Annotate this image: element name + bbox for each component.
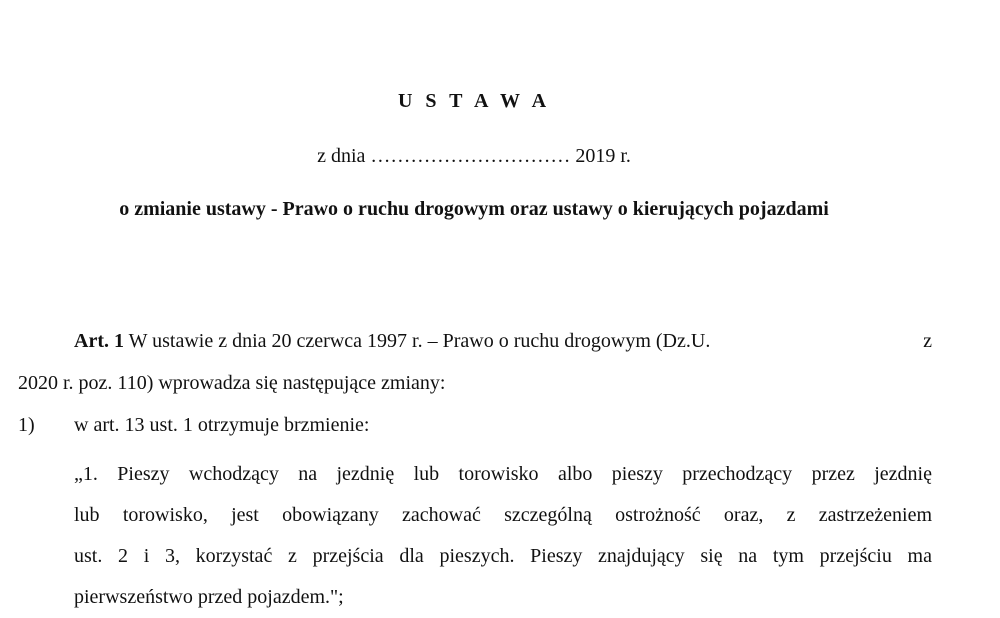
article-line1-end: z: [923, 330, 932, 352]
article-first-line: [74, 330, 932, 353]
quote-line: pierwszeństwo przed pojazdem.";: [74, 586, 344, 608]
point-number: 1): [18, 414, 35, 436]
point-text: w art. 13 ust. 1 otrzymuje brzmienie:: [74, 414, 370, 436]
quote-line: ust. 2 i 3, korzystać z przejścia dla pieszych. Pieszy znajdujący się na tym przejściu ma: [74, 545, 932, 567]
quoted-provision: [74, 454, 932, 618]
document-title: U S T A W A: [397, 90, 551, 112]
document-subject: o zmianie ustawy - Prawo o ruchu drogowym oraz ustawy o kierujących pojazdami: [119, 198, 829, 220]
article-text-line1: W ustawie z dnia 20 czerwca 1997 r. – Prawo o ruchu drogowym (Dz.U.: [123, 330, 711, 352]
quote-line: „1. Pieszy wchodzący na jezdnię lub torowisko albo pieszy przechodzący przez jezdnię: [74, 463, 932, 485]
article-text-line2: 2020 r. poz. 110) wprowadza się następujące zmiany:: [18, 372, 446, 394]
quote-line: lub torowisko, jest obowiązany zachować szczególną ostrożność oraz, z zastrzeżeniem: [74, 504, 932, 526]
document-date-line: z dnia ………………………… 2019 r.: [317, 145, 631, 167]
article-label: Art. 1: [74, 330, 124, 352]
